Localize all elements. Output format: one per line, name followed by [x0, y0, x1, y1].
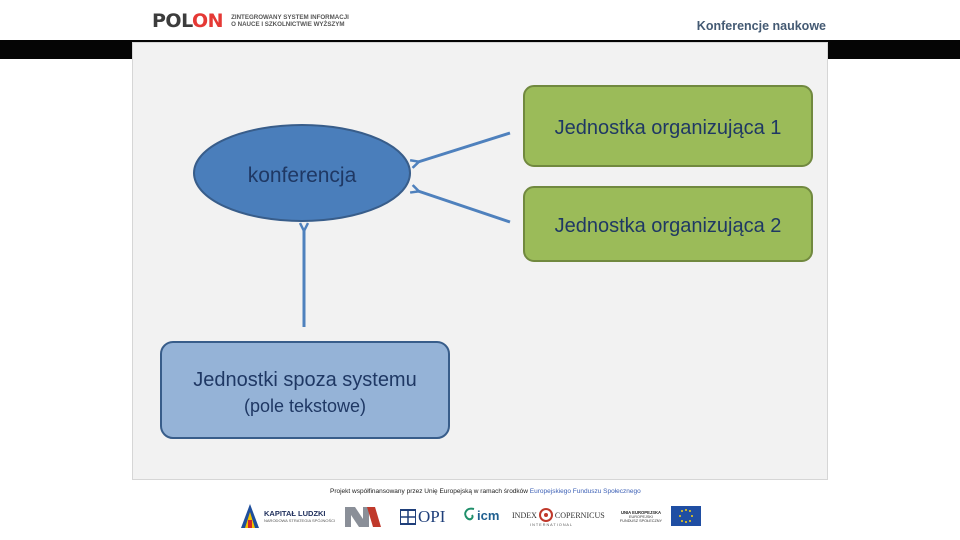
arrow-org2-to-conference [418, 191, 510, 222]
funding-note-link[interactable]: Europejskiego Funduszu Społecznego [529, 488, 641, 495]
external-units-sublabel: (pole tekstowe) [243, 396, 367, 416]
conference-label: konferencja [247, 164, 357, 187]
page-title: Konferencje naukowe [696, 19, 826, 33]
icm-text: icm [477, 507, 500, 523]
international-text: I N T E R N A T I O N A L [530, 523, 572, 527]
logo-subtitle-line2: O NAUCE I SZKOLNICTWIE WYŻSZYM [231, 21, 345, 28]
arrow-org1-to-conference [418, 133, 510, 162]
kapital-title: KAPITAŁ LUDZKI [264, 509, 326, 518]
copernicus-text: COPERNICUS [554, 510, 605, 520]
icm-swirl-icon [462, 506, 476, 524]
org-unit-1-label: Jednostka organizująca 1 [554, 117, 782, 139]
funding-note-text: Projekt współfinansowany przez Unię Europejską w ramach środków [330, 488, 530, 495]
logo-on: ON [192, 10, 224, 32]
external-units-node[interactable] [161, 342, 449, 438]
kapital-subtitle: NARODOWA STRATEGIA SPÓJNOŚCI [264, 518, 336, 523]
logo-subtitle-line1: ZINTEGROWANY SYSTEM INFORMACJI [231, 13, 349, 21]
footer-funding-bar [155, 483, 770, 538]
org-unit-2-node[interactable] [524, 187, 812, 261]
eu-flag-star-icon [240, 503, 260, 529]
funding-note [330, 488, 641, 495]
org-unit-1-node[interactable] [524, 86, 812, 166]
ncbir-logo[interactable] [345, 507, 381, 527]
kapital-ludzki-logo[interactable] [240, 503, 335, 529]
opi-logo[interactable] [400, 507, 445, 527]
ue-subtitle-1: EUROPEJSKI [628, 514, 654, 519]
external-units-label: Jednostki spoza systemu [193, 369, 417, 391]
eu-social-fund-logo[interactable] [613, 506, 701, 526]
copernicus-globe-icon [539, 508, 553, 522]
opi-mark-icon [400, 508, 416, 526]
org-unit-2-label: Jednostka organizująca 2 [554, 215, 782, 237]
conference-node[interactable] [194, 125, 410, 221]
ue-title: UNIA EUROPEJSKA [620, 509, 662, 515]
ncbir-mark-icon [345, 507, 381, 527]
opi-text: OPI [418, 507, 446, 526]
ue-subtitle-2: FUNDUSZ SPOŁECZNY [619, 518, 663, 523]
index-text: INDEX [512, 510, 537, 520]
eu-flag-icon [671, 506, 701, 526]
icm-logo[interactable] [462, 506, 499, 524]
logo-pol: POL [152, 10, 193, 32]
index-copernicus-logo[interactable] [512, 508, 605, 527]
